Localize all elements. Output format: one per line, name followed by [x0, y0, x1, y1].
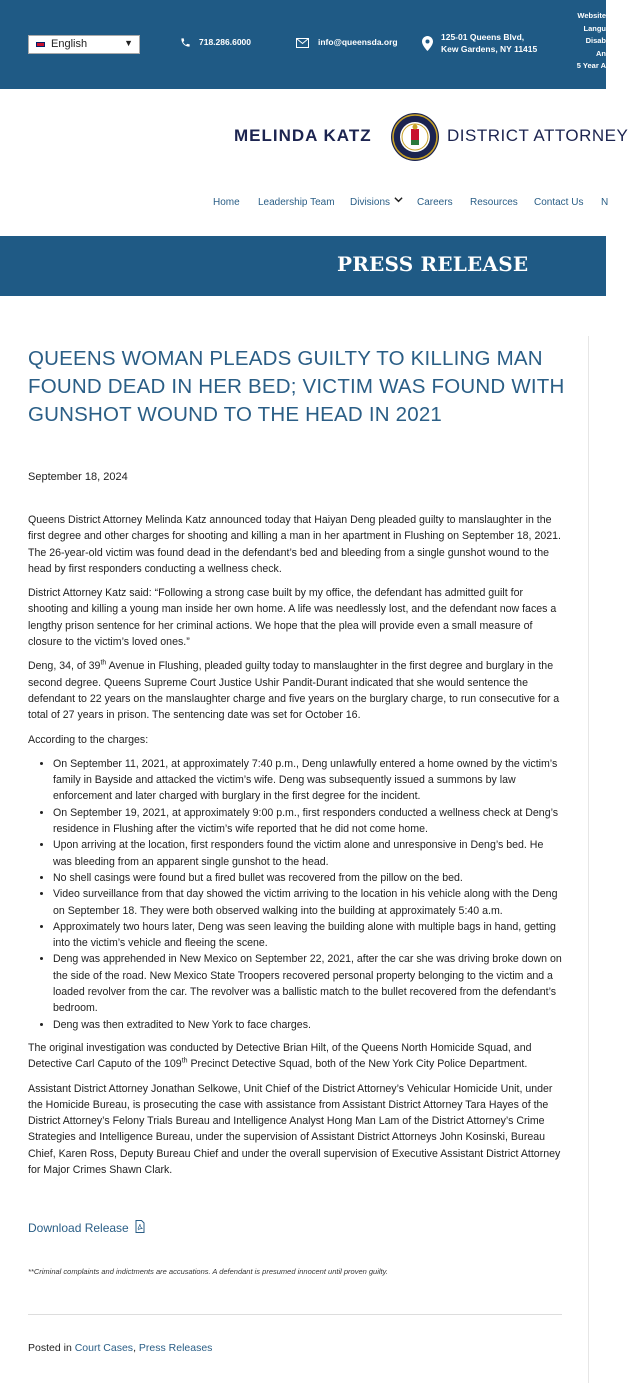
list-item: • Deng was then extradited to New York to face charges.	[53, 1017, 563, 1033]
paragraph: Deng, 34, of 39th Avenue in Flushing, pleaded guilty today to manslaughter in the first degree and burglary in the second degree. Queens Supreme Court Justice Ushir Pandit-Durant indicated that she would sentence the defendant to 22 years on the manslaughter charge and five years on the burglary charge, to run consecutive for a total of 27 years in prison. The sentencing date was set for October 16.	[28, 659, 560, 722]
language-select[interactable]	[28, 35, 140, 54]
phone-icon	[180, 37, 191, 48]
top-link[interactable]: Langu	[583, 23, 606, 33]
press-release-banner	[0, 236, 606, 296]
list-item: • On September 11, 2021, at approximately 7:40 p.m., Deng unlawfully entered a home owned by the victim’s family in Bayside and attacked the victim’s wife. Deng was subsequently issued a summons by law enforcement and later charged with burglary in the first degree for the incident.	[53, 756, 563, 805]
charges-list	[28, 756, 563, 1033]
disclaimer-note: **Criminal complaints and indictments are accusations. A defendant is presumed innocent until proven guilty.	[28, 1267, 388, 1276]
article-date: September 18, 2024	[28, 471, 128, 483]
article-body	[28, 512, 563, 1186]
language-label: English	[51, 38, 88, 50]
list-item: • Approximately two hours later, Deng was seen leaving the building alone with multiple bags in hand, getting into the victim’s vehicle and fleeing the scene.	[53, 919, 563, 952]
uk-flag-icon	[35, 41, 46, 48]
top-bar	[0, 0, 606, 89]
chevron-down-icon[interactable]	[394, 195, 403, 207]
paragraph: Assistant District Attorney Jonathan Selkowe, Unit Chief of the District Attorney’s Vehicular Homicide Unit, under the Homicide Bureau, is prosecuting the case with assistance from Assistant District Attorney Tara Hayes of the District Attorney’s Felony Trials Bureau and Intelligence Analyst Hong Man Lam of the District Attorney’s Crime Strategies and Intelligence Bureau, under the supervision of Assistant District Attorneys John Kosinski, Bureau Chief, Karen Ross, Deputy Bureau Chief and under the overall supervision of Executive Assistant District Attorney for Major Crimes Shawn Clark.	[28, 1082, 561, 1176]
top-link[interactable]: 5 Year A	[576, 61, 606, 70]
da-seal-icon	[390, 112, 440, 162]
nav-more[interactable]: N	[601, 197, 609, 208]
nav-leadership-team[interactable]: Leadership Team	[258, 197, 335, 208]
top-link[interactable]: An	[596, 48, 606, 58]
nav-contact-us[interactable]: Contact Us	[534, 197, 584, 208]
sidebar-divider	[588, 336, 589, 1383]
banner-title: PRESS RELEASE	[337, 252, 529, 276]
category-link-court-cases[interactable]: Court Cases	[74, 1342, 134, 1354]
posted-in: Posted in Court Cases, Press Releases	[28, 1342, 213, 1354]
address-line-1: 125-01 Queens Blvd,	[441, 32, 525, 42]
address-line-2: Kew Gardens, NY 11415	[441, 44, 538, 54]
nav-divisions[interactable]: Divisions	[350, 197, 391, 208]
download-label: Download Release	[28, 1221, 129, 1235]
paragraph: Queens District Attorney Melinda Katz announced today that Haiyan Deng pleaded guilty to manslaughter in the first degree and other charges for shooting and killing a man in her apartment in Flushing on September 18, 2021. The 26-year-old victim was found dead in the defendant’s bed and bleeding from a single gunshot wound to the head by first responders conducting a wellness check.	[28, 514, 561, 575]
brand-name: MELINDA KATZ	[234, 126, 372, 145]
list-item: • Deng was apprehended in New Mexico on September 22, 2021, after the car she was driving broke down on the side of the road. New Mexico State Troopers recovered personal property belonging to the victim and a loaded revolver from the car. The revolver was a ballistic match to the bullet recovered from the defendant’s bedroom.	[53, 951, 563, 1016]
list-item: • Upon arriving at the location, first responders found the victim alone and unresponsive in Deng’s bed. He was bleeding from an apparent single gunshot to the head.	[53, 837, 563, 870]
top-right-links	[566, 10, 606, 73]
nav-resources[interactable]: Resources	[470, 197, 518, 208]
nav-home[interactable]: Home	[213, 197, 240, 208]
paragraph: According to the charges:	[28, 733, 149, 746]
list-item: • On September 19, 2021, at approximately 9:00 p.m., first responders conducted a wellness check at Deng’s residence in Flushing after the victim’s wife reported that he did not come home.	[53, 805, 563, 838]
category-link-press-releases[interactable]: Press Releases	[138, 1342, 213, 1354]
email-text: info@queensda.org	[318, 37, 398, 47]
brand-title: DISTRICT ATTORNEY	[447, 126, 628, 145]
nav-careers[interactable]: Careers	[417, 197, 453, 208]
top-link[interactable]: Disab	[585, 36, 606, 45]
list-item: • No shell casings were found but a fired bullet was recovered from the pillow on the bed.	[53, 870, 563, 886]
download-release-link[interactable]	[28, 1220, 145, 1235]
site-logo[interactable]	[234, 112, 628, 162]
chevron-down-icon: ▼	[124, 38, 133, 48]
map-pin-icon	[422, 36, 433, 51]
phone-text: 718.286.6000	[199, 37, 251, 47]
paragraph: The original investigation was conducted by Detective Brian Hilt, of the Queens North Homicide Squad, and Detective Carl Caputo of the 109th Precinct Detective Squad, both of the New York City Police Department.	[28, 1041, 532, 1071]
article-headline: QUEENS WOMAN PLEADS GUILTY TO KILLING MAN FOUND DEAD IN HER BED; VICTIM WAS FOUND WITH GUNSHOT WOUND TO THE HEAD IN 2021	[28, 347, 565, 426]
paragraph: District Attorney Katz said: “Following a strong case built by my office, the defendant has admitted guilt for shooting and killing a young man inside her own home. A life was needlessly lost, and the defendant now faces a lengthy prison sentence for her criminal actions. We hope that the plea will provide even a small measure of closure to the victim’s loved ones.”	[28, 587, 557, 649]
envelope-icon	[296, 38, 309, 48]
pdf-icon	[135, 1220, 145, 1233]
list-item: • Video surveillance from that day showed the victim arriving to the location in his vehicle along with the Deng on September 18. They were both observed walking into the building at approximately 5:40 a.m.	[53, 886, 563, 919]
top-link[interactable]: Website	[577, 11, 606, 20]
divider	[28, 1314, 562, 1315]
